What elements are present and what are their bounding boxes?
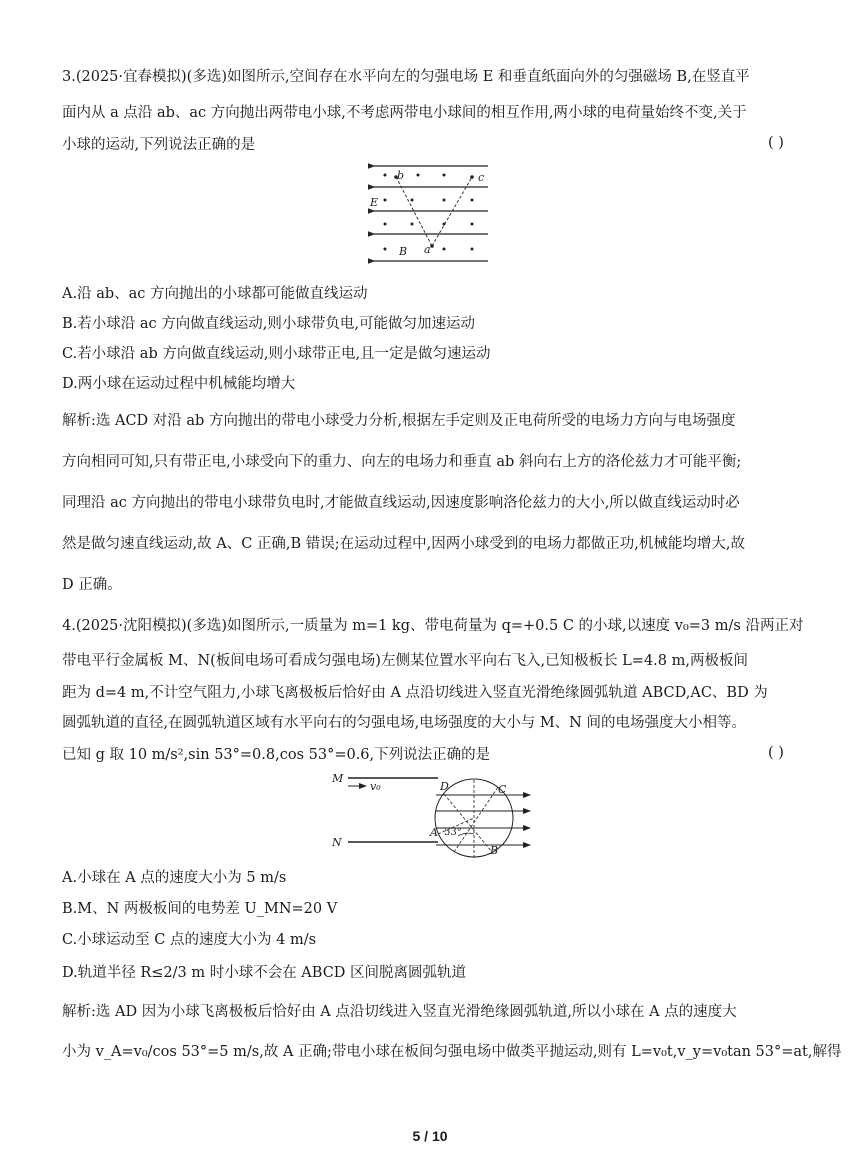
q4-label-C: C — [498, 783, 507, 796]
q3-stem-line3: 小球的运动,下列说法正确的是 — [62, 137, 256, 153]
q4-stem-line4: 圆弧轨道的直径,在圆弧轨道区域有水平向右的匀强电场,电场强度的大小与 M、N 间的电场强度大小相等。 — [62, 715, 746, 731]
q4-analysis-line2: 小为 v_A=v₀/cos 53°=5 m/s,故 A 正确;带电小球在板间匀强电场中做类平抛运动,则有 L=v₀t,v_y=v₀tan 53°=at,解得 — [62, 1044, 842, 1060]
q3-figure — [368, 158, 492, 272]
q3-analysis-line5: D 正确。 — [62, 577, 122, 593]
q3-label-B: B — [399, 245, 408, 258]
q4-figure — [326, 768, 536, 860]
q4-label-v0: v₀ — [370, 780, 381, 793]
q4-option-c: C.小球运动至 C 点的速度大小为 4 m/s — [62, 932, 317, 948]
q4-option-d: D.轨道半径 R≤2/3 m 时小球不会在 ABCD 区间脱离圆弧轨道 — [62, 965, 467, 981]
page-number: 5 / 10 — [412, 1128, 448, 1144]
q4-answer-paren: ( ) — [768, 745, 784, 761]
q3-analysis-line4: 然是做匀速直线运动,故 A、C 正确,B 错误;在运动过程中,因两小球受到的电场力都做正功,机械能均增大,故 — [62, 536, 745, 552]
q4-label-B: B — [490, 844, 499, 857]
q3-stem-line2: 面内从 a 点沿 ab、ac 方向抛出两带电小球,不考虑两带电小球间的相互作用,两小球的电荷量始终不变,关于 — [62, 105, 747, 121]
q3-answer-paren: ( ) — [768, 135, 784, 151]
q3-label-a: a — [424, 243, 431, 256]
q4-stem-line1: 4.(2025·沈阳模拟)(多选)如图所示,一质量为 m=1 kg、带电荷量为 q=+0.5 C 的小球,以速度 v₀=3 m/s 沿两正对 — [62, 618, 804, 634]
q4-label-A: A — [430, 826, 438, 839]
q3-analysis-line2: 方向相同可知,只有带正电,小球受向下的重力、向左的电场力和垂直 ab 斜向右上方的洛伦兹力才可能平衡; — [62, 454, 742, 470]
q3-analysis-line3: 同理沿 ac 方向抛出的带电小球带负电时,才能做直线运动,因速度影响洛伦兹力的大小,所以做直线运动时必 — [62, 495, 740, 511]
q4-analysis-line1: 解析:选 AD 因为小球飞离极板后恰好由 A 点沿切线进入竖直光滑绝缘圆弧轨道,所以小球在 A 点的速度大 — [62, 1004, 737, 1020]
q3-label-b: b — [397, 169, 405, 182]
q3-analysis-line1: 解析:选 ACD 对沿 ab 方向抛出的带电小球受力分析,根据左手定则及正电荷所受的电场力方向与电场强度 — [62, 413, 736, 429]
q4-stem-line5: 已知 g 取 10 m/s²,sin 53°=0.8,cos 53°=0.6,下列说法正确的是 — [62, 747, 491, 763]
q4-label-N: N — [332, 836, 342, 849]
q3-stem-line1: 3.(2025·宜春模拟)(多选)如图所示,空间存在水平向左的匀强电场 E 和垂直纸面向外的匀强磁场 B,在竖直平 — [62, 69, 750, 85]
q3-label-c: c — [478, 171, 485, 184]
q4-option-b: B.M、N 两极板间的电势差 U_MN=20 V — [62, 901, 338, 917]
q4-stem-line2: 带电平行金属板 M、N(板间电场可看成匀强电场)左侧某位置水平向右飞入,已知极板长 L=4.8 m,两极板间 — [62, 653, 748, 669]
q3-option-c: C.若小球沿 ab 方向做直线运动,则小球带正电,且一定是做匀速运动 — [62, 346, 491, 362]
q4-label-M: M — [332, 772, 344, 785]
q4-label-D: D — [440, 780, 449, 793]
q3-option-d: D.两小球在运动过程中机械能均增大 — [62, 376, 296, 392]
q4-stem-line3: 距为 d=4 m,不计空气阻力,小球飞离极板后恰好由 A 点沿切线进入竖直光滑绝缘圆弧轨道 ABCD,AC、BD 为 — [62, 685, 768, 701]
q3-label-E: E — [370, 196, 379, 209]
q4-angle-label: 53° — [444, 827, 462, 838]
q3-option-b: B.若小球沿 ac 方向做直线运动,则小球带负电,可能做匀加速运动 — [62, 316, 475, 332]
q4-option-a: A.小球在 A 点的速度大小为 5 m/s — [62, 870, 287, 886]
q3-option-a: A.沿 ab、ac 方向抛出的小球都可能做直线运动 — [62, 286, 368, 302]
